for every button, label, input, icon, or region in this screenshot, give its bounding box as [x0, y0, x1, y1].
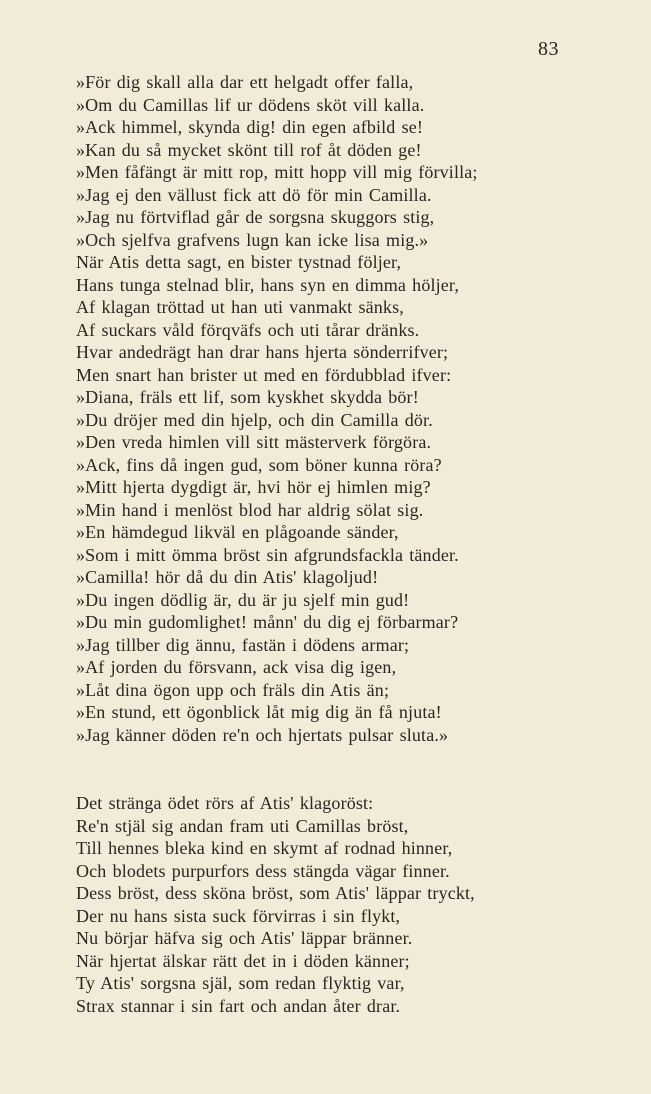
- poem-line: Till hennes bleka kind en skymt af rodnad hinner,: [76, 838, 453, 858]
- poem-line: »Diana, fräls ett lif, som kyskhet skydda bör!: [76, 387, 419, 407]
- poem-line: Der nu hans sista suck förvirras i sin flykt,: [76, 905, 401, 926]
- poem-line: »Af jorden du försvann, ack visa dig igen,: [76, 657, 397, 677]
- poem-line: »Om du Camillas lif ur dödens sköt vill kalla.: [76, 94, 425, 115]
- poem-line: »Ack himmel, skynda dig! din egen afbild se!: [76, 117, 424, 137]
- poem-line: Det stränga ödet rörs af Atis' klagoröst:: [76, 793, 374, 813]
- poem-line: »För dig skall alla dar ett helgadt offer falla,: [76, 72, 414, 92]
- poem-line: När Atis detta sagt, en bister tystnad följer,: [76, 252, 402, 272]
- poem-line: »Jag ej den vällust fick att dö för min Camilla.: [76, 184, 432, 205]
- poem-line: När hjertat älskar rätt det in i döden känner;: [76, 950, 410, 971]
- poem-line: Ty Atis' sorgsna själ, som redan flyktig var,: [76, 973, 405, 993]
- poem-line: »Jag nu förtviflad går de sorgsna skuggors stig,: [76, 207, 435, 227]
- stanza-2: [76, 792, 475, 1017]
- poem-line: »Som i mitt ömma bröst sin afgrundsfackla tänder.: [76, 544, 459, 565]
- poem-line: Strax stannar i sin fart och andan åter drar.: [76, 995, 401, 1016]
- poem-line: »Min hand i menlöst blod har aldrig sölat sig.: [76, 499, 424, 520]
- poem-line: »Jag känner döden re'n och hjertats pulsar sluta.»: [76, 724, 449, 745]
- poem-line: »Men fåfängt är mitt rop, mitt hopp vill mig förvilla;: [76, 162, 478, 182]
- poem-line: Hvar andedrägt han drar hans hjerta sönderrifver;: [76, 342, 449, 362]
- poem-line: »Du dröjer med din hjelp, och din Camilla dör.: [76, 409, 433, 430]
- poem-line: Af suckars våld förqväfs och uti tårar dränks.: [76, 319, 420, 340]
- poem-line: »Jag tillber dig ännu, fastän i dödens armar;: [76, 634, 410, 655]
- poem-line: »Den vreda himlen vill sitt mästerverk förgöra.: [76, 432, 432, 452]
- poem-line: »Mitt hjerta dygdigt är, hvi hör ej himlen mig?: [76, 477, 431, 497]
- poem-line: Dess bröst, dess sköna bröst, som Atis' läppar tryckt,: [76, 883, 475, 903]
- stanza-1: [76, 71, 478, 746]
- poem-line: »En stund, ett ögonblick låt mig dig än få njuta!: [76, 702, 442, 722]
- poem-line: Men snart han brister ut med en fördubblad ifver:: [76, 364, 452, 385]
- poem-line: Re'n stjäl sig andan fram uti Camillas bröst,: [76, 815, 409, 836]
- poem-line: Och blodets purpurfors dess stängda vägar finner.: [76, 860, 450, 881]
- poem-line: Nu börjar häfva sig och Atis' läppar bränner.: [76, 928, 413, 948]
- poem-line: »Ack, fins då ingen gud, som böner kunna röra?: [76, 454, 442, 475]
- poem-line: »Du min gudomlighet! månn' du dig ej förbarmar?: [76, 612, 459, 632]
- poem-line: »Camilla! hör då du din Atis' klagoljud!: [76, 567, 379, 587]
- poem-line: »Låt dina ögon upp och fräls din Atis än;: [76, 679, 390, 700]
- poem-line: »Och sjelfva grafvens lugn kan icke lisa mig.»: [76, 229, 429, 250]
- poem-line: »En hämdegud likväl en plågoande sänder,: [76, 522, 399, 542]
- poem-line: »Kan du så mycket skönt till rof åt döden ge!: [76, 139, 422, 160]
- poem-line: Af klagan tröttad ut han uti vanmakt sänks,: [76, 297, 404, 317]
- poem-line: Hans tunga stelnad blir, hans syn en dimma höljer,: [76, 274, 459, 295]
- page-number: 83: [538, 38, 559, 60]
- poem-line: »Du ingen dödlig är, du är ju sjelf min gud!: [76, 589, 410, 610]
